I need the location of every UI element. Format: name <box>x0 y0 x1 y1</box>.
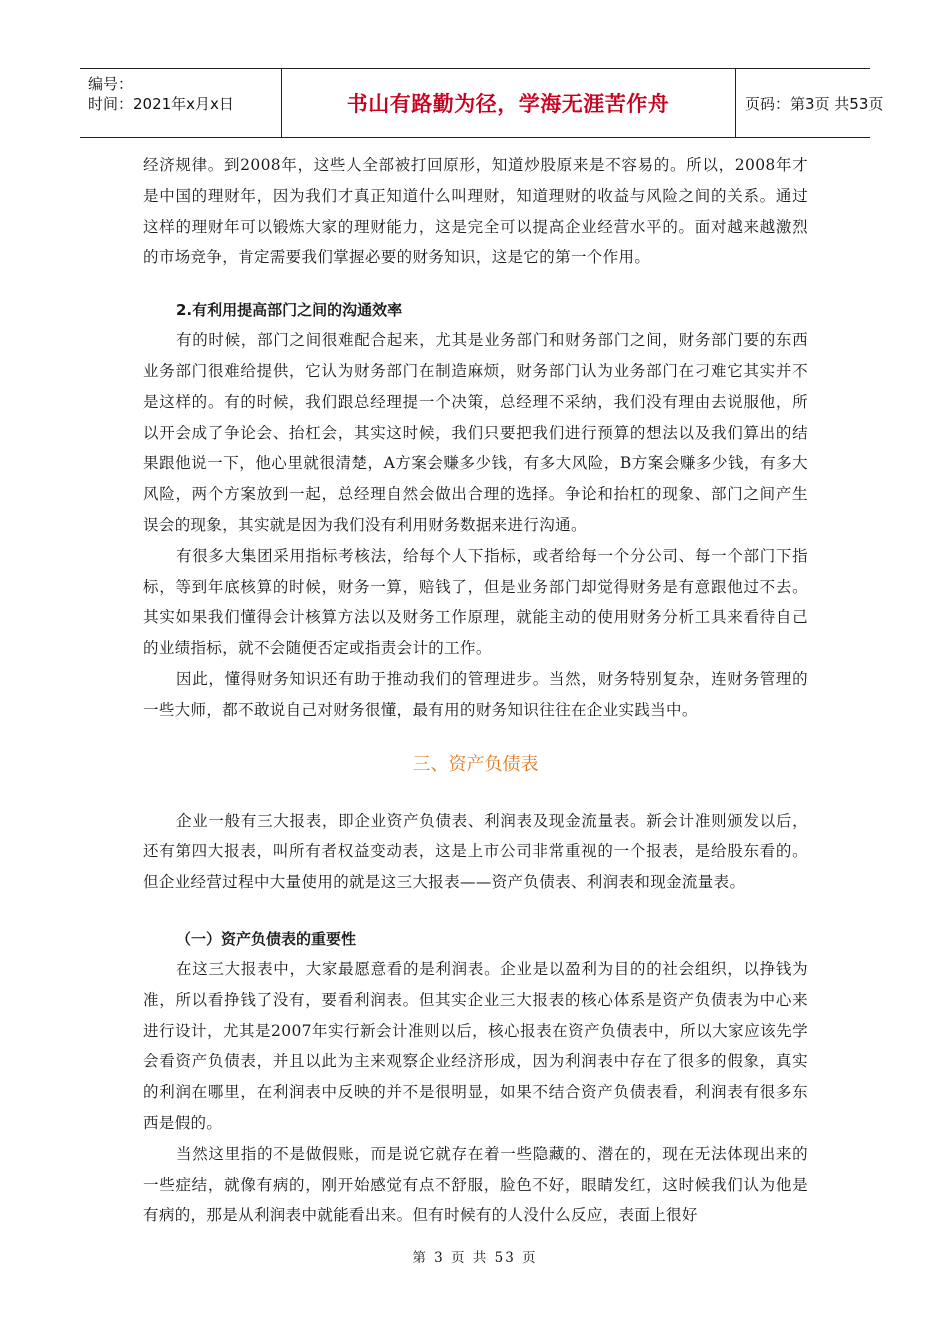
document-number-label: 编号： <box>88 75 134 93</box>
paragraph: 在这三大报表中，大家最愿意看的是利润表。企业是以盈利为目的的社会组织，以挣钱为准，所以看挣钱了没有，要看利润表。但其实企业三大报表的核心体系是资产负债表为中心来进行设计，尤其是2007年实行新会计准则以后，核心报表在资产负债表中，所以大家应该先学会看资产负债表，并且以此为主来观察企业经济形成，因为利润表中存在了很多的假象，真实的利润在哪里，在利润表中反映的并不是很明显，如果不结合资产负债表看，利润表有很多东西是假的。 <box>143 959 808 1132</box>
header-motto-cell <box>281 69 736 137</box>
page-header <box>80 68 884 138</box>
paragraph: 当然这里指的不是做假账，而是说它就存在着一些隐藏的、潜在的，现在无法体现出来的一些症结，就像有病的，刚开始感觉有点不舒服，脸色不好，眼睛发红，这时候我们认为他是有病的，那是从利润表中就能看出来。但有时候有的人没什么反应，表面上很好 <box>143 1144 808 1225</box>
section-title: 三、资产负债表 <box>412 753 539 775</box>
subheading: （一）资产负债表的重要性 <box>176 929 357 948</box>
paragraph: 有的时候，部门之间很难配合起来，尤其是业务部门和财务部门之间，财务部门要的东西业务部门很难给提供，它认为财务部门在制造麻烦，财务部门认为业务部门在刁难它其实并不是这样的。有的时候，我们跟总经理提一个决策，总经理不采纳，我们没有理由去说服他，所以开会成了争论会、抬杠会，其实这时候，我们只要把我们进行预算的想法以及我们算出的结果跟他说一下，他心里就很清楚，A方案会赚多少钱，有多大风险，B方案会赚多少钱，有多大风险，两个方案放到一起，总经理自然会做出合理的选择。争论和抬杠的现象、部门之间产生误会的现象，其实就是因为我们没有利用财务数据来进行沟通。 <box>143 331 808 534</box>
header-motto: 书山有路勤为径，学海无涯苦作舟 <box>346 92 670 116</box>
header-page-cell <box>735 69 884 137</box>
header-page-info: 页码：第3页 共53页 <box>745 94 884 113</box>
document-body <box>143 150 808 1231</box>
paragraph: 有很多大集团采用指标考核法，给每个人下指标，或者给每一个分公司、每一个部门下指标，等到年底核算的时候，财务一算，赔钱了，但是业务部门却觉得财务是有意跟他过不去。其实如果我们懂得会计核算方法以及财务工作原理，就能主动的使用财务分析工具来看待自己的业绩指标，就不会随便否定或指责会计的工作。 <box>143 546 808 658</box>
document-date-label: 时间：2021年x月x日 <box>88 95 234 113</box>
header-meta-cell <box>80 69 282 137</box>
paragraph: 因此，懂得财务知识还有助于推动我们的管理进步。当然，财务特别复杂，连财务管理的一些大师，都不敢说自己对财务很懂，最有用的财务知识往往在企业实践当中。 <box>143 669 808 719</box>
paragraph: 企业一般有三大报表，即企业资产负债表、利润表及现金流量表。新会计准则颁发以后，还有第四大报表，叫所有者权益变动表，这是上市公司非常重视的一个报表，是给股东看的。但企业经营过程中大量使用的就是这三大报表——资产负债表、利润表和现金流量表。 <box>143 811 808 892</box>
page-footer: 第 3 页 共 53 页 <box>412 1250 538 1266</box>
paragraph: 经济规律。到2008年，这些人全部被打回原形，知道炒股原来是不容易的。所以，2008年才是中国的理财年，因为我们才真正知道什么叫理财，知道理财的收益与风险之间的关系。通过这样的理财年可以锻炼大家的理财能力，这是完全可以提高企业经营水平的。面对越来越激烈的市场竞争，肯定需要我们掌握必要的财务知识，这是它的第一个作用。 <box>143 156 808 267</box>
subheading: 2.有利用提高部门之间的沟通效率 <box>176 301 403 320</box>
